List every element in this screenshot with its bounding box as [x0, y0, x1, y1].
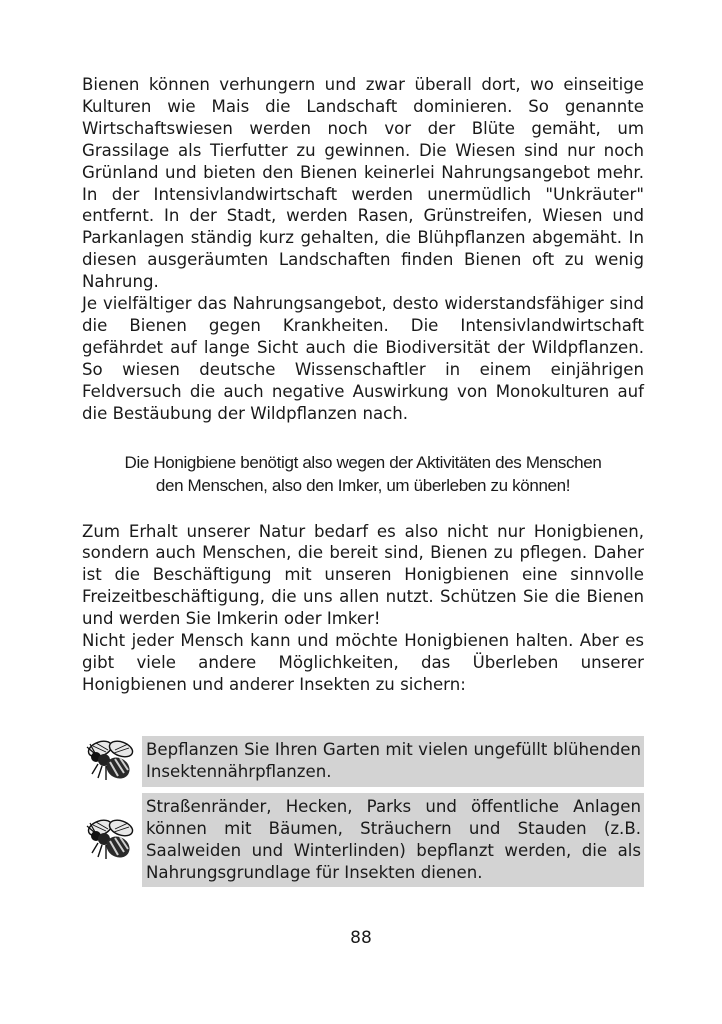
page-body — [82, 74, 644, 696]
paragraph-food-diversity: Je vielfältiger das Nahrungsangebot, desto widerstandsfähiger sind die Bienen gegen Krankheiten. Die Intensivlandwirtschaft gefährdet auf lange Sicht auch die Biodiversität der Wildpflanzen. So wiesen deutsche Wissenschaftler in einem einjährigen Feldversuch die auch negative Auswirkung von Monokulturen auf die Bestäubung der Wildpflanzen nach. — [82, 294, 644, 423]
section-heading — [82, 451, 644, 497]
tip-text-garden: Bepflanzen Sie Ihren Garten mit vielen ungefüllt blühenden Insektennährpflanzen. — [142, 736, 644, 787]
paragraph-become-beekeeper: Zum Erhalt unserer Natur bedarf es also nicht nur Honigbienen, sondern auch Menschen, die bereit sind, Bienen zu pflegen. Daher ist die Beschäftigung mit unseren Honigbienen eine sinnvolle Freizeitbeschäftigung, die uns allen nutzt. Schützen Sie die Bienen und werden Sie Imkerin oder Imker! — [82, 521, 644, 629]
paragraph-other-options: Nicht jeder Mensch kann und möchte Honigbienen halten. Aber es gibt viele andere Möglichkeiten, das Überleben unserer Honigbienen und anderer Insekten zu sichern: — [82, 631, 644, 694]
bee-icon — [84, 738, 138, 784]
tip-item-garden — [84, 736, 644, 787]
section-heading-line-2: den Menschen, also den Imker, um überleben zu können! — [155, 475, 571, 495]
section-heading-line-1: Die Honigbiene benötigt also wegen der Aktivitäten des Menschen — [124, 452, 602, 472]
tip-list — [84, 736, 644, 893]
tip-item-public-areas — [84, 793, 644, 888]
paragraph-bee-starvation: Bienen können verhungern und zwar überall dort, wo einseitige Kulturen wie Mais die Landschaft dominieren. So genannte Wirtschaftswiesen werden noch vor der Blüte gemäht, um Grassilage als Tierfutter zu gewinnen. Die Wiesen sind nur noch Grünland und bieten den Bienen keinerlei Nahrungsangebot mehr. In der Intensivlandwirtschaft werden unermüdlich "Unkräuter" entfernt. In der Stadt, werden Rasen, Grünstreifen, Wiesen und Parkanlagen ständig kurz gehalten, die Blühpflanzen abgemäht. In diesen ausgeräumten Landschaften finden Bienen oft zu wenig Nahrung. — [82, 75, 644, 292]
page-number: 88 — [350, 928, 372, 948]
bee-icon — [84, 817, 138, 863]
tip-text-public-areas: Straßenränder, Hecken, Parks und öffentliche Anlagen können mit Bäumen, Sträuchern und Stauden (z.B. Saalweiden und Winterlinden) bepflanzt werden, die als Nahrungsgrundlage für Insekten dienen. — [142, 793, 644, 888]
